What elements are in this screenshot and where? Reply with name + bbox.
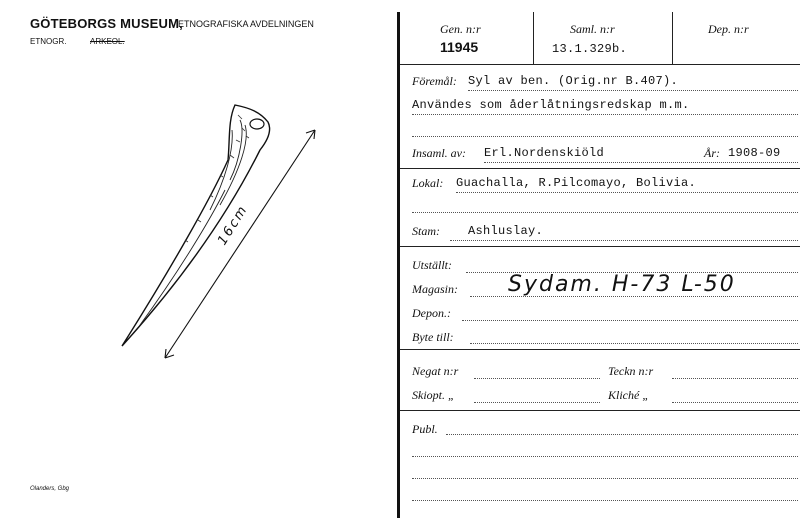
- foremal-value: Syl av ben. (Orig.nr B.407).: [468, 74, 679, 88]
- insaml-value: Erl.Nordenskiöld: [484, 146, 605, 160]
- negat-dotline: [474, 378, 600, 379]
- insaml-label: Insaml. av:: [412, 146, 466, 160]
- utstallt-label: Utställt:: [412, 258, 453, 272]
- skiopt-dotline: [474, 402, 600, 403]
- teckn-label: Teckn n:r: [608, 364, 654, 378]
- byte-rule: [400, 349, 800, 350]
- stam-value: Ashluslay.: [468, 224, 544, 238]
- ar-label: År:: [704, 146, 720, 160]
- arkeol-label-struck: ARKEOL.: [90, 37, 125, 46]
- magasin-label: Magasin:: [412, 282, 458, 296]
- etnogr-label: ETNOGR.: [30, 37, 67, 46]
- gen-value: 11945: [440, 39, 479, 55]
- lokal-value: Guachalla, R.Pilcomayo, Bolivia.: [456, 176, 697, 190]
- kliche-dotline: [672, 402, 798, 403]
- stam-rule: [400, 246, 800, 247]
- negat-label: Negat n:r: [412, 364, 459, 378]
- gen-label: Gen. n:r: [440, 22, 481, 36]
- publ-dotline-3: [412, 478, 798, 479]
- foremal-dotline-3: [412, 136, 798, 137]
- foremal-value-line2: Användes som åderlåtningsredskap m.m.: [412, 98, 690, 112]
- insaml-rule: [400, 168, 800, 169]
- department-name: ETNOGRAFISKA AVDELNINGEN: [178, 19, 314, 29]
- awl-hole: [250, 119, 264, 129]
- header-bottom-rule: [400, 64, 800, 65]
- foremal-dotline-2: [412, 114, 798, 115]
- awl-outline: [122, 105, 270, 346]
- teckn-rule: [400, 410, 800, 411]
- depon-label: Depon.:: [412, 306, 451, 320]
- museum-name: GÖTEBORGS MUSEUM,: [30, 16, 183, 31]
- saml-label: Saml. n:r: [570, 22, 615, 36]
- byte-label: Byte till:: [412, 330, 454, 344]
- lokal-dotline: [456, 192, 798, 193]
- card-left-border: [397, 12, 400, 518]
- printer-imprint: Olanders, Gbg: [30, 486, 70, 492]
- depon-dotline: [462, 320, 798, 321]
- saml-value: 13.1.329b.: [552, 42, 628, 56]
- byte-dotline: [470, 343, 798, 344]
- publ-dotline-2: [412, 456, 798, 457]
- magasin-value: Sydam. H-73 L-50: [508, 272, 736, 297]
- kliche-label: Kliché „: [608, 388, 649, 402]
- lokal-label: Lokal:: [412, 176, 444, 190]
- publ-label: Publ.: [412, 422, 438, 436]
- stam-label: Stam:: [412, 224, 440, 238]
- ar-value: 1908-09: [728, 146, 781, 160]
- foremal-label: Föremål:: [412, 74, 457, 88]
- scale-label: 16cm: [215, 202, 252, 248]
- dep-label: Dep. n:r: [708, 22, 749, 36]
- teckn-dotline: [672, 378, 798, 379]
- publ-dotline-4: [412, 500, 798, 501]
- lokal-dotline-2: [412, 212, 798, 213]
- col-divider-1: [533, 12, 534, 64]
- skiopt-label: Skiopt. „: [412, 388, 455, 402]
- magasin-dotline: [470, 296, 798, 297]
- publ-dotline-1: [446, 434, 798, 435]
- foremal-dotline: [468, 90, 798, 91]
- insaml-dotline: [484, 162, 798, 163]
- col-divider-2: [672, 12, 673, 64]
- stam-dotline: [450, 240, 798, 241]
